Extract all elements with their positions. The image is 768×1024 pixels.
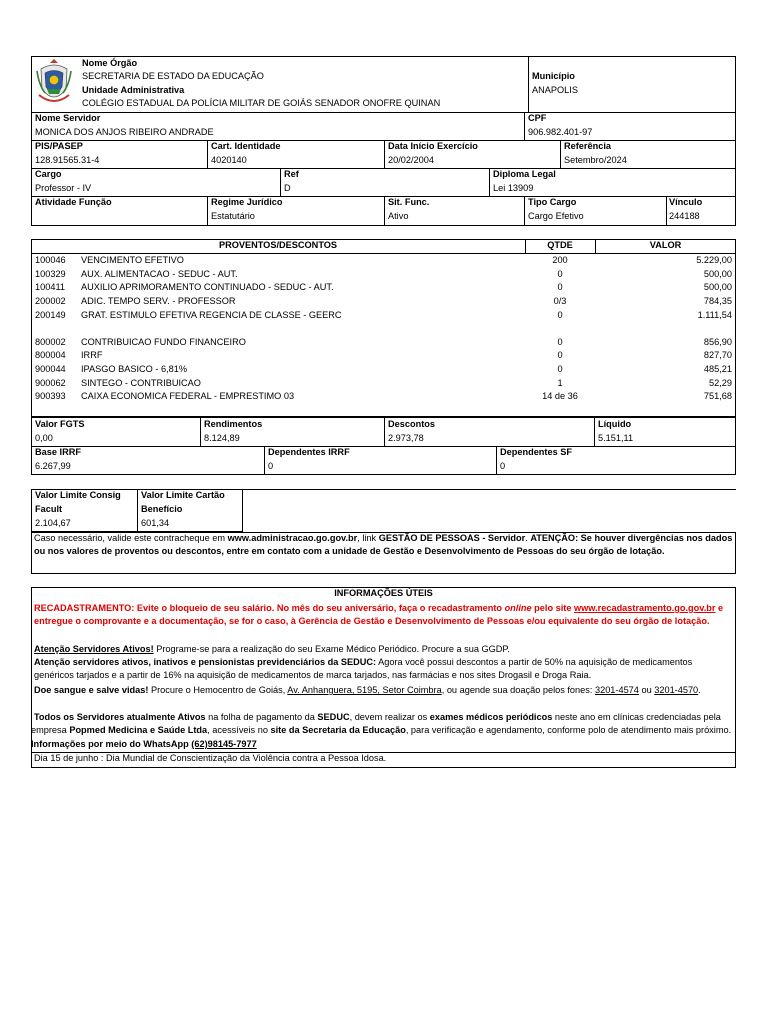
grid-line (524, 196, 525, 226)
base-irrf-label: Base IRRF (35, 447, 81, 457)
referencia-value: Setembro/2024 (564, 155, 627, 165)
informacoes-title: INFORMAÇÕES ÚTEIS (334, 588, 433, 598)
rendimentos-value: 8.124,89 (204, 433, 240, 443)
referencia-label: Referência (564, 141, 611, 151)
dependentes-sf-value: 0 (500, 461, 506, 471)
provento-qtde: 0 (557, 282, 563, 292)
regime-label: Regime Jurídico (211, 197, 283, 207)
exame-periodico-text: Atenção Servidores Ativos! Programe-se para a realização do seu Exame Médico Periódico. Procure a sua GGDP. (34, 644, 510, 654)
ref-label: Ref (284, 169, 299, 179)
provento-description: VENCIMENTO EFETIVO (81, 255, 184, 265)
fgts-label: Valor FGTS (35, 419, 85, 429)
provento-valor: 485,21 (703, 364, 732, 374)
provento-description: CAIXA ECONOMICA FEDERAL - EMPRESTIMO 03 (81, 391, 295, 401)
doe-sangue-text: Doe sangue e salve vidas! Procure o Hemocentro de Goiás, Av. Anhanguera, 5195, Setor Coimbra, ou agende sua doação pelos fones: 3201-4574 ou 3201-4570. (34, 685, 701, 695)
provento-valor: 500,00 (703, 269, 732, 279)
grid-line (137, 489, 138, 532)
provento-description: AUX. ALIMENTACAO - SEDUC - AUT. (81, 269, 238, 279)
exames-medicos-text: Todos os Servidores atualmente Ativos na folha de pagamento da SEDUC, devem realizar os exames médicos periódicos neste ano em clínicas credenciadas pela empresa Popmed Medicina e Saúde Ltda, acessíveis no site da Secretaria da Educação, para verificação e agendamento, conforme polo de atendimento mais próximo. Informações por meio do WhatsApp (62)98145-7977 (31, 712, 732, 749)
provento-code: 800004 (35, 350, 66, 360)
recadastramento-text: RECADASTRAMENTO: Evite o bloqueio de seu salário. No mês do seu aniversário, faça o recadastramento online pelo site www.recadastramento.go.gov.br e entregue o comprovante e a documentação, se for o caso, à Gerência de Gestão e Desenvolvimento de Pessoas e/ou equivalente do seu órgão de lotação. (34, 603, 724, 627)
limite-cartao-label: Valor Limite Cartão (141, 490, 225, 500)
municipio-value: ANAPOLIS (532, 85, 578, 95)
footer-note: Dia 15 de junho : Dia Mundial de Conscientização da Violência contra a Pessoa Idosa. (34, 753, 387, 763)
provento-qtde: 1 (557, 378, 563, 388)
vinculo-label: Vínculo (669, 197, 703, 207)
provento-valor: 52,29 (709, 378, 732, 388)
provento-valor: 5.229,00 (696, 255, 732, 265)
provento-code: 900393 (35, 391, 66, 401)
grid-line (594, 417, 595, 446)
nome-servidor-label: Nome Servidor (35, 113, 101, 123)
diploma-label: Diploma Legal (493, 169, 556, 179)
administracao-site-link[interactable]: www.administracao.go.gov.br (227, 533, 358, 543)
nome-servidor-value: MONICA DOS ANJOS RIBEIRO ANDRADE (35, 127, 214, 137)
goias-coat-of-arms-icon (35, 59, 73, 107)
limite-consig-label: Valor Limite Consig (35, 490, 121, 500)
provento-code: 100329 (35, 269, 66, 279)
limite-consig-label-2: Facult (35, 504, 63, 514)
provento-valor: 500,00 (703, 282, 732, 292)
provento-description: GRAT. ESTIMULO EFETIVA REGENCIA DE CLASSE - GEERC (81, 310, 342, 320)
provento-qtde: 0/3 (553, 296, 567, 306)
cpf-value: 906.982.401-97 (528, 127, 593, 137)
pis-value: 128.91565.31-4 (35, 155, 100, 165)
atividade-label: Atividade Função (35, 197, 112, 207)
nome-orgao-label: Nome Órgão (82, 58, 138, 68)
provento-qtde: 0 (557, 269, 563, 279)
limite-cartao-value: 601,34 (141, 518, 170, 528)
grid-line (207, 196, 208, 226)
dependentes-irrf-label: Dependentes IRRF (268, 447, 350, 457)
cargo-value: Professor - IV (35, 183, 92, 193)
grid-line (384, 140, 385, 168)
provento-valor: 784,35 (703, 296, 732, 306)
provento-qtde: 14 de 36 (542, 391, 578, 401)
municipio-label: Município (532, 71, 575, 81)
fgts-value: 0,00 (35, 433, 53, 443)
aviso-text: Caso necessário, valide este contracheque em www.administracao.go.gov.br, link GESTÃO DE PESSOAS - Servidor. ATENÇÃO: Se houver divergências nos dados ou nos valores de proventos ou descontos, entre em contato com a unidade de Gestão e Desenvolvimento de Pessoas do seu órgão de lotação. (34, 533, 733, 557)
provento-valor: 1.111,54 (697, 310, 732, 320)
identidade-value: 4020140 (211, 155, 247, 165)
regime-value: Estatutário (211, 211, 255, 221)
provento-qtde: 0 (557, 337, 563, 347)
grid-line (524, 112, 525, 140)
vinculo-value: 244188 (669, 211, 700, 221)
header-divider (528, 56, 529, 113)
proventos-header-qtde: QTDE (547, 240, 573, 250)
rendimentos-label: Rendimentos (204, 419, 263, 429)
provento-code: 100411 (35, 282, 65, 292)
unidade-label: Unidade Administrativa (82, 85, 185, 95)
grid-line (489, 168, 490, 196)
cpf-label: CPF (528, 113, 547, 123)
provento-code: 800002 (35, 337, 66, 347)
tipo-cargo-label: Tipo Cargo (528, 197, 577, 207)
dependentes-irrf-value: 0 (268, 461, 274, 471)
provento-description: IPASGO BASICO - 6,81% (81, 364, 188, 374)
provento-valor: 856,90 (703, 337, 732, 347)
grid-line (207, 140, 208, 168)
gestao-pessoas-link[interactable]: GESTÃO DE PESSOAS - Servidor (378, 533, 526, 543)
proventos-header-line (31, 253, 736, 254)
proventos-header-desc: PROVENTOS/DESCONTOS (218, 240, 338, 250)
descontos-value: 2.973,78 (388, 433, 424, 443)
provento-code: 900044 (35, 364, 66, 374)
sit-func-label: Sit. Func. (388, 197, 430, 207)
grid-line (496, 446, 497, 475)
grid-line (560, 140, 561, 168)
grid-line (31, 168, 736, 169)
provento-valor: 827,70 (703, 350, 732, 360)
provento-description: SINTEGO - CONTRIBUICAO (81, 378, 201, 388)
provento-qtde: 200 (552, 255, 568, 265)
grid-line (200, 417, 201, 446)
grid-line (243, 489, 736, 490)
grid-line (31, 446, 736, 447)
grid-line (384, 417, 385, 446)
grid-line (384, 196, 385, 226)
dependentes-sf-label: Dependentes SF (500, 447, 572, 457)
unidade-value: COLÉGIO ESTADUAL DA POLÍCIA MILITAR DE GOIÁS SENADOR ONOFRE QUINAN (82, 98, 441, 108)
provento-qtde: 0 (557, 310, 563, 320)
provento-valor: 751,68 (703, 391, 732, 401)
descontos-label: Descontos (388, 419, 435, 429)
grid-line (264, 446, 265, 475)
medicamentos-text: Atenção servidores ativos, inativos e pensionistas previdenciários da SEDUC: Agora você possui descontos a partir de 50% na aquisição de medicamentos genéricos tarjados e a partir de 16% na aquisição de medicamentos de marca tarjados, nas farmácias e nos sites Drogasil e Droga Raia. (34, 657, 693, 681)
provento-description: IRRF (81, 350, 103, 360)
nome-orgao-value: SECRETARIA DE ESTADO DA EDUCAÇÃO (82, 71, 264, 81)
provento-code: 200149 (35, 310, 66, 320)
provento-code: 100046 (35, 255, 66, 265)
limite-consig-value: 2.104,67 (35, 518, 71, 528)
grid-line (666, 196, 667, 226)
provento-qtde: 0 (557, 364, 563, 374)
provento-qtde: 0 (557, 350, 563, 360)
recadastramento-site-link[interactable]: www.recadastramento.go.gov.br (574, 603, 716, 613)
inicio-exercicio-value: 20/02/2004 (388, 155, 434, 165)
identidade-label: Cart. Identidade (211, 141, 281, 151)
liquido-value: 5.151,11 (598, 433, 634, 443)
provento-description: CONTRIBUICAO FUNDO FINANCEIRO (81, 337, 246, 347)
provento-code: 200002 (35, 296, 66, 306)
limite-cartao-label-2: Benefício (141, 504, 183, 514)
sit-func-value: Ativo (388, 211, 409, 221)
liquido-label: Líquido (598, 419, 632, 429)
pis-label: PIS/PASEP (35, 141, 83, 151)
cargo-label: Cargo (35, 169, 62, 179)
provento-description: AUXILIO APRIMORAMENTO CONTINUADO - SEDUC - AUT. (81, 282, 334, 292)
tipo-cargo-value: Cargo Efetivo (528, 211, 584, 221)
base-irrf-value: 6.267,99 (35, 461, 71, 471)
proventos-header-valor: VALOR (649, 240, 682, 250)
inicio-exercicio-label: Data Início Exercício (388, 141, 478, 151)
provento-code: 900062 (35, 378, 66, 388)
provento-description: ADIC. TEMPO SERV. - PROFESSOR (81, 296, 236, 306)
diploma-value: Lei 13909 (493, 183, 534, 193)
ref-value: D (284, 183, 291, 193)
grid-line (280, 168, 281, 196)
